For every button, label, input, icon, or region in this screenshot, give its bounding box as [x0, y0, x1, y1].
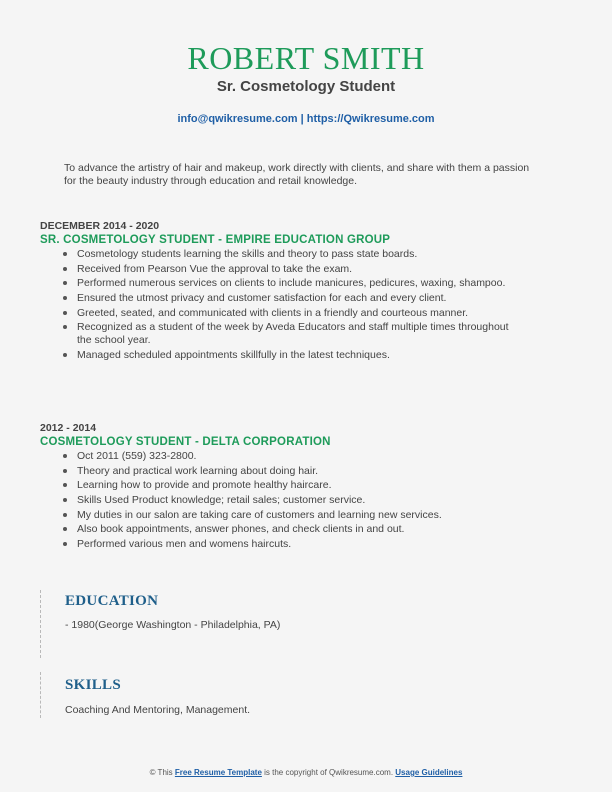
section-divider: [40, 672, 41, 718]
job-dates: DECEMBER 2014 - 2020: [40, 220, 160, 232]
job-entry: [40, 422, 560, 553]
candidate-name: ROBERT SMITH: [187, 40, 425, 76]
candidate-title: Sr. Cosmetology Student: [216, 78, 396, 95]
education-section: [40, 590, 560, 660]
objective-text: To advance the artistry of hair and makeup, work directly with clients, and share with them a passion for the beauty industry through education and retail knowledge.: [64, 162, 530, 187]
list-item: Performed various men and womens haircuts.: [40, 538, 510, 551]
education-heading: EDUCATION: [65, 593, 159, 609]
list-item: Cosmetology students learning the skills and theory to pass state boards.: [40, 248, 510, 261]
usage-guidelines-link[interactable]: Usage Guidelines: [395, 768, 463, 777]
website-link[interactable]: https://Qwikresume.com: [306, 113, 435, 125]
contact-separator: |: [297, 113, 307, 125]
list-item: Oct 2011 (559) 323-2800.: [40, 450, 510, 463]
skills-heading: SKILLS: [65, 677, 121, 693]
job-title: SR. COSMETOLOGY STUDENT - EMPIRE EDUCATION GROUP: [40, 234, 391, 246]
footer: [0, 768, 612, 778]
list-item: Managed scheduled appointments skillfully in the latest techniques.: [40, 349, 510, 362]
free-resume-template-link[interactable]: Free Resume Template: [174, 768, 262, 777]
list-item: Recognized as a student of the week by Aveda Educators and staff multiple times throughout the school year.: [40, 321, 510, 346]
job-entry: [40, 220, 560, 363]
list-item: Also book appointments, answer phones, and check clients in and out.: [40, 523, 510, 536]
list-item: Performed numerous services on clients to include manicures, pedicures, waxing, shampoo.: [40, 277, 510, 290]
job-bullets: [40, 450, 560, 551]
section-divider: [40, 590, 41, 658]
list-item: Learning how to provide and promote healthy haircare.: [40, 479, 510, 492]
list-item: Received from Pearson Vue the approval to take the exam.: [40, 263, 510, 276]
list-item: Ensured the utmost privacy and customer satisfaction for each and every client.: [40, 292, 510, 305]
job-dates: 2012 - 2014: [40, 422, 97, 434]
skills-text: Coaching And Mentoring, Management.: [65, 704, 251, 716]
contact-line: [0, 112, 612, 126]
job-title: COSMETOLOGY STUDENT - DELTA CORPORATION: [40, 436, 331, 448]
list-item: Greeted, seated, and communicated with clients in a friendly and courteous manner.: [40, 307, 510, 320]
education-entry: - 1980(George Washington - Philadelphia, PA): [65, 619, 281, 631]
list-item: Theory and practical work learning about doing hair.: [40, 465, 510, 478]
list-item: My duties in our salon are taking care of customers and learning new services.: [40, 509, 510, 522]
list-item: Skills Used Product knowledge; retail sales; customer service.: [40, 494, 510, 507]
email-link[interactable]: info@qwikresume.com: [177, 113, 298, 125]
footer-middle: is the copyright of Qwikresume.com.: [261, 768, 396, 777]
skills-section: [40, 672, 560, 722]
footer-prefix: © This: [149, 768, 175, 777]
job-bullets: [40, 248, 560, 361]
